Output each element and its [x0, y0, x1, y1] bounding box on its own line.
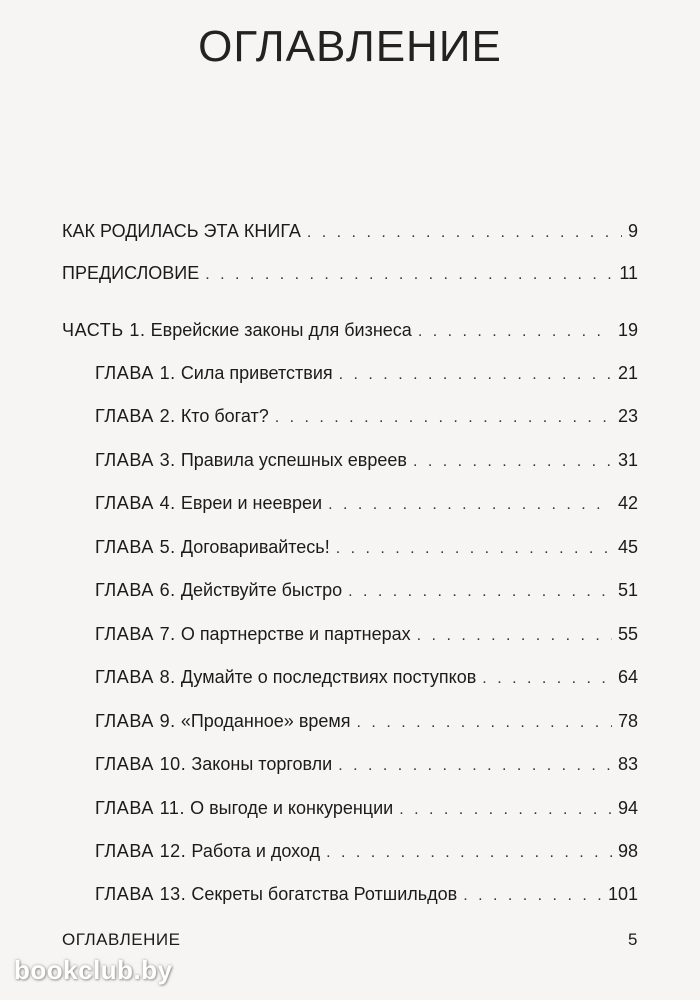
toc-entry-chapter-3 — [0, 449, 700, 473]
toc-entry-label — [62, 319, 412, 341]
toc-entry-chapter-9 — [0, 710, 700, 734]
toc-entry-label — [95, 797, 393, 819]
toc-entry-page: 9 — [627, 221, 638, 241]
toc-entry-preface — [0, 262, 700, 286]
toc-leader-dots — [357, 712, 612, 734]
toc-entry-label — [95, 362, 333, 384]
toc-entry-page: 64 — [617, 667, 638, 687]
toc-entry-label — [95, 536, 330, 558]
toc-entry-title: Работа и доход — [191, 841, 321, 861]
toc-entry-page: 19 — [617, 320, 638, 340]
toc-leader-dots — [338, 755, 612, 777]
toc-leader-dots — [307, 222, 622, 244]
toc-leader-dots — [339, 364, 612, 386]
toc-entry-page: 83 — [617, 754, 638, 774]
toc-leader-dots — [399, 799, 612, 821]
toc-entry-prefix: ГЛАВА 2. — [95, 406, 176, 426]
toc-entry-chapter-10 — [0, 753, 700, 777]
toc-entry-prefix: ГЛАВА 5. — [95, 537, 176, 557]
toc-entry-chapter-4 — [0, 492, 700, 516]
toc-leader-dots — [417, 625, 612, 647]
toc-leader-dots — [482, 668, 612, 690]
toc-entry-prefix: ГЛАВА 4. — [95, 493, 176, 513]
toc-entry-prefix: ГЛАВА 3. — [95, 450, 176, 470]
toc-entry-title: Евреи и неевреи — [180, 493, 323, 513]
toc-entry-chapter-2 — [0, 405, 700, 429]
toc-entry-label — [95, 623, 411, 645]
toc-entry-page: 31 — [617, 450, 638, 470]
toc-entry-page: 94 — [617, 798, 638, 818]
toc-entry-prefix: ГЛАВА 8. — [95, 667, 176, 687]
toc-entry-label — [95, 492, 322, 514]
toc-entry-page: 98 — [617, 841, 638, 861]
toc-leader-dots — [328, 494, 612, 516]
toc-entry-label — [95, 405, 269, 427]
toc-leader-dots — [463, 885, 602, 907]
toc-entry-prefix: ГЛАВА 12. — [95, 841, 187, 861]
toc-entry-page: 51 — [617, 580, 638, 600]
toc-entry-title: Думайте о последствиях поступков — [180, 667, 477, 687]
toc-entry-label: ПРЕДИСЛОВИЕ — [62, 263, 200, 283]
toc-leader-dots — [275, 407, 612, 429]
watermark: bookclub.by — [14, 955, 173, 985]
toc-entry-prefix: ГЛАВА 7. — [95, 624, 176, 644]
toc-entry-page: 55 — [617, 624, 638, 644]
toc-entry-title: О выгоде и конкуренции — [190, 798, 394, 818]
toc-entry-title: Кто богат? — [180, 406, 269, 426]
toc-entry-prefix: ЧАСТЬ 1. — [62, 320, 146, 340]
toc-entry-label — [95, 840, 320, 862]
toc-entry-page: 11 — [619, 263, 638, 283]
toc-entry-label — [95, 579, 342, 601]
toc-entry-title: О партнерстве и партнерах — [180, 624, 411, 644]
toc-entry-prefix: ГЛАВА 10. — [95, 754, 187, 774]
toc-entry-chapter-7 — [0, 623, 700, 647]
toc-entry-chapter-8 — [0, 666, 700, 690]
toc-entry-title: Секреты богатства Ротшильдов — [191, 884, 458, 904]
page-title: ОГЛАВЛЕНИЕ — [198, 22, 502, 71]
toc-leader-dots — [205, 264, 613, 286]
footer-section-title: ОГЛАВЛЕНИЕ — [62, 930, 181, 949]
toc-entry-title: Действуйте быстро — [180, 580, 343, 600]
toc-entry-part-1 — [0, 319, 700, 343]
toc-leader-dots — [336, 538, 612, 560]
toc-leader-dots — [348, 581, 612, 603]
page-footer — [62, 930, 638, 950]
toc-entry-prefix: ГЛАВА 6. — [95, 580, 176, 600]
toc-entry-prefix: ГЛАВА 11. — [95, 798, 186, 818]
toc-leader-dots — [413, 451, 612, 473]
toc-entry-label: КАК РОДИЛАСЬ ЭТА КНИГА — [62, 221, 301, 241]
toc-entry-label — [95, 666, 476, 688]
toc-entry-page: 23 — [617, 406, 638, 426]
footer-page-number: 5 — [628, 930, 638, 949]
toc-entry-chapter-13 — [0, 883, 700, 907]
toc-entry-page: 42 — [617, 493, 638, 513]
toc-entry-chapter-1 — [0, 362, 700, 386]
toc-leader-dots — [326, 842, 612, 864]
toc-entry-title: Сила приветствия — [180, 363, 333, 383]
toc-entry-label — [95, 883, 457, 905]
toc-entry-prefix: ГЛАВА 13. — [95, 884, 187, 904]
toc-entry-page: 21 — [617, 363, 638, 383]
toc-entry-chapter-5 — [0, 536, 700, 560]
toc-entry-title: «Проданное» время — [180, 711, 351, 731]
toc-entry-title: Еврейские законы для бизнеса — [150, 320, 412, 340]
toc-leader-dots — [418, 321, 612, 343]
toc-entry-intro — [0, 220, 700, 244]
toc-entry-page: 78 — [617, 711, 638, 731]
toc-entry-title: Договаривайтесь! — [180, 537, 330, 557]
toc-entry-label — [95, 710, 351, 732]
toc-entry-title: Правила успешных евреев — [180, 450, 407, 470]
toc-entry-label — [95, 449, 407, 471]
toc-entry-page: 45 — [617, 537, 638, 557]
toc-entry-page: 101 — [607, 884, 638, 904]
toc-entry-chapter-12 — [0, 840, 700, 864]
toc-entry-title: Законы торговли — [191, 754, 333, 774]
toc-entry-prefix: ГЛАВА 1. — [95, 363, 176, 383]
toc-entry-chapter-6 — [0, 579, 700, 603]
toc-entry-label — [95, 753, 332, 775]
toc-entry-chapter-11 — [0, 797, 700, 821]
toc-entry-prefix: ГЛАВА 9. — [95, 711, 176, 731]
